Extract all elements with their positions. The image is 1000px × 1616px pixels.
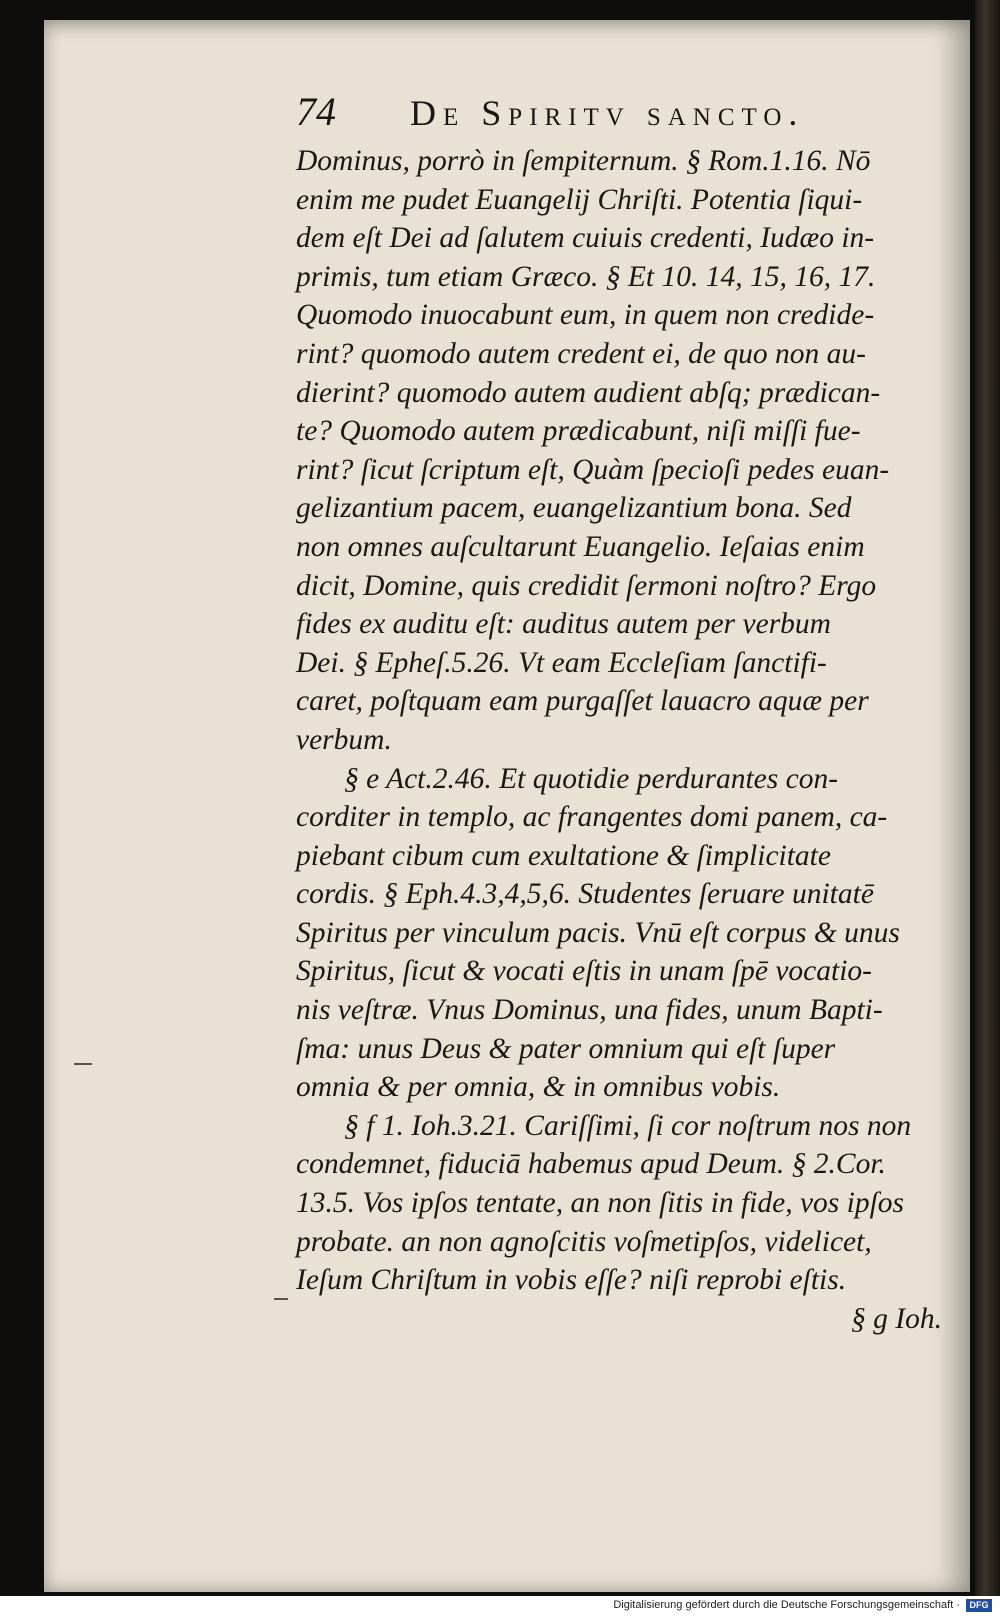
footer-credit: Digitalisierung gefördert durch die Deutsche Forschungsgemeinschaft · <box>613 1599 960 1611</box>
text-line: enim me pudet Euangelij Chriſti. Potentia ſiqui- <box>296 183 863 216</box>
text-line: non omnes auſcultarunt Euangelio. Ieſaias enim <box>296 530 865 563</box>
text-line: Ieſum Chriſtum in vobis eſſe? niſi reprobi eſtis. <box>296 1264 847 1297</box>
text-line: dicit, Domine, quis credidit ſermoni noſtro? Ergo <box>296 569 877 602</box>
text-line: Spiritus per vinculum pacis. Vnū eſt corpus & unus <box>296 916 900 949</box>
margin-mark <box>274 1298 288 1300</box>
text-line: cordis. § Eph.4.3,4,5,6. Studentes ſeruare unitatē <box>296 878 874 911</box>
text-line: nis veſtræ. Vnus Dominus, una fides, unum Bapti- <box>296 994 883 1027</box>
text-line: gelizantium pacem, euangelizantium bona. Sed <box>296 492 852 525</box>
text-line: piebant cibum cum exultatione & ſimplicitate <box>296 839 831 872</box>
text-line: corditer in templo, ac frangentes domi panem, ca- <box>296 801 888 834</box>
text-line: caret, poſtquam eam purgaſſet lauacro aquæ per <box>296 685 869 718</box>
text-line: § e Act.2.46. Et quotidie perdurantes con- <box>344 762 839 795</box>
text-line: condemnet, fiduciā habemus apud Deum. § 2.Cor. <box>296 1148 886 1181</box>
text-line: 13.5. Vos ipſos tentate, an non ſitis in fide, vos ipſos <box>296 1187 905 1220</box>
text-line: § f 1. Ioh.3.21. Cariſſimi, ſi cor noſtrum nos non <box>344 1109 912 1142</box>
body-text <box>296 142 942 1338</box>
text-line: Spiritus, ſicut & vocati eſtis in unam ſpē vocatio- <box>296 955 872 988</box>
text-line: primis, tum etiam Græco. § Et 10. 14, 15, 16, 17. <box>296 260 876 293</box>
text-line: probate. an non agnoſcitis voſmetipſos, videlicet, <box>296 1225 872 1258</box>
text-line: te? Quomodo autem prædicabunt, niſi miſſi fue- <box>296 415 861 448</box>
text-line: Quomodo inuocabunt eum, in quem non credide- <box>296 299 875 332</box>
text-line: Dei. § Epheſ.5.26. Vt eam Eccleſiam ſanctifi- <box>296 646 827 679</box>
margin-mark <box>74 1063 92 1065</box>
text-line: fides ex auditu eſt: auditus autem per verbum <box>296 608 831 641</box>
digitization-footer <box>0 1596 1000 1616</box>
catchword: § g Ioh. <box>851 1302 942 1335</box>
page-header <box>296 88 936 138</box>
text-line: dem eſt Dei ad ſalutem cuiuis credenti, Iudæo in- <box>296 222 875 255</box>
text-line: omnia & per omnia, & in omnibus vobis. <box>296 1071 781 1104</box>
dfg-logo-icon: DFG <box>966 1599 992 1612</box>
page-number: 74 <box>296 89 336 134</box>
text-line: dierint? quomodo autem audient abſq; prædican- <box>296 376 881 409</box>
text-line: rint? ſicut ſcriptum eſt, Quàm ſpecioſi pedes euan- <box>296 453 890 486</box>
text-line: rint? quomodo autem credent ei, de quo non au- <box>296 337 866 370</box>
page-edge <box>975 0 1000 1596</box>
text-line: ſma: unus Deus & pater omnium qui eſt ſuper <box>296 1032 836 1065</box>
text-line: verbum. <box>296 723 392 756</box>
text-line: Dominus, porrò in ſempiternum. § Rom.1.16. Nō <box>296 145 871 177</box>
running-title: De Spiritv sancto. <box>410 93 805 133</box>
